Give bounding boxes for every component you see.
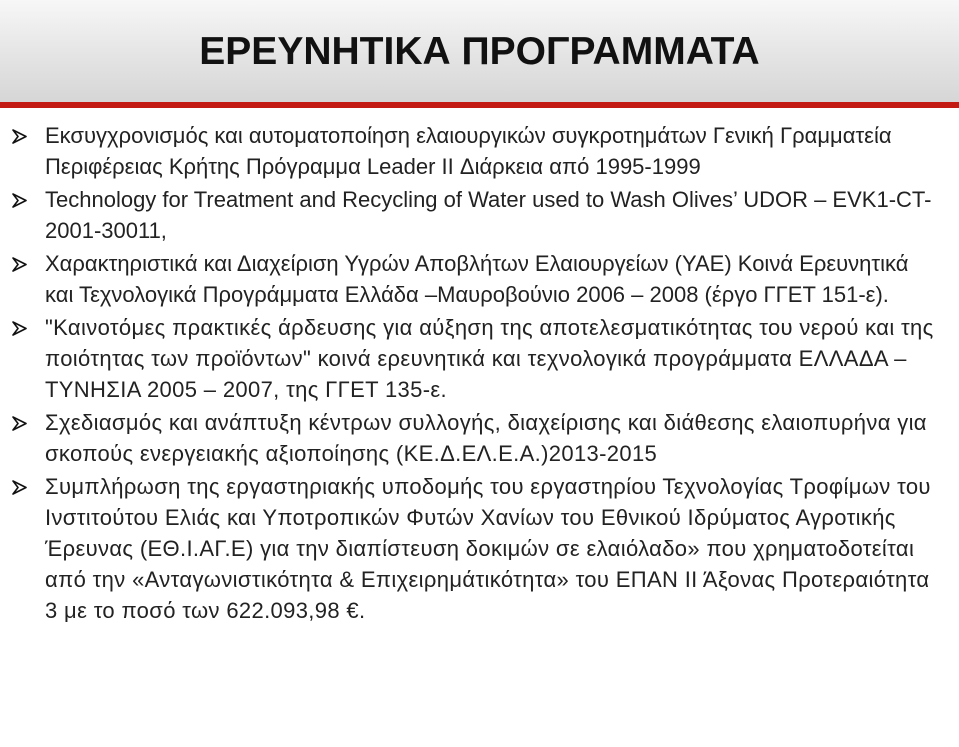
title-accent-rule — [0, 102, 959, 108]
bullet-item-6 — [0, 471, 959, 626]
slide-title: ΕΡΕΥΝΗΤΙΚΑ ΠΡΟΓΡΑΜΜΑΤΑ — [199, 30, 760, 73]
bullet-item-3 — [0, 248, 959, 310]
bullet-item-1 — [0, 120, 959, 182]
arrow-bullet-icon — [12, 321, 27, 336]
arrow-bullet-icon — [12, 129, 27, 144]
arrow-bullet-icon — [12, 257, 27, 272]
bullet-item-5 — [0, 407, 959, 469]
bullet-item-2 — [0, 184, 959, 246]
bullet-text: "Καινοτόμες πρακτικές άρδευσης για αύξηση της αποτελεσματικότητας του νερού και της ποιότητας των προϊόντων" κοινά ερευνητικά και τεχνολογικά προγράμματα ΕΛΛΑΔΑ – ΤΥΝΗΣΙΑ 2005 – 2007, της ΓΓΕΤ 135-ε. — [45, 315, 934, 402]
bullet-text: Εκσυγχρονισμός και αυτοματοποίηση ελαιουργικών συγκροτημάτων Γενική Γραμματεία Περιφέρειας Κρήτης Πρόγραμμα Leader II Διάρκεια από 1995-1999 — [45, 123, 892, 179]
title-bar — [0, 0, 959, 102]
arrow-bullet-icon — [12, 480, 27, 495]
bullet-item-4 — [0, 312, 959, 405]
arrow-bullet-icon — [12, 193, 27, 208]
bullet-text: Χαρακτηριστικά και Διαχείριση Υγρών Αποβλήτων Ελαιουργείων (ΥΑΕ) Κοινά Ερευνητικά και Τεχνολογικά Προγράμματα Ελλάδα –Μαυροβούνιο 2006 – 2008 (έργο ΓΓΕΤ 151-ε). — [45, 251, 909, 307]
bullet-text: Σχεδιασμός και ανάπτυξη κέντρων συλλογής, διαχείρισης και διάθεσης ελαιοπυρήνα για σκοπούς ενεργειακής αξιοποίησης (ΚΕ.Δ.ΕΛ.Ε.Α.)2013-2015 — [45, 410, 927, 466]
bullet-list — [0, 120, 959, 628]
bullet-text: Technology for Treatment and Recycling of Water used to Wash Olives’ UDOR – EVK1-CT-2001-30011, — [45, 187, 932, 243]
bullet-text: Συμπλήρωση της εργαστηριακής υποδομής του εργαστηρίου Τεχνολογίας Τροφίμων του Ινστιτούτου Ελιάς και Υποτροπικών Φυτών Χανίων του Εθνικού Ιδρύματος Αγροτικής Έρευνας (ΕΘ.Ι.ΑΓ.Ε) για την διαπίστευση δοκιμών σε ελαιόλαδο» που χρηματοδοτείται από την «Ανταγωνιστικότητα & Επιχειρημάτικότητα» του ΕΠΑΝ ΙΙ Άξονας Προτεραιότητα 3 με το ποσό των 622.093,98 €. — [45, 474, 931, 623]
arrow-bullet-icon — [12, 416, 27, 431]
